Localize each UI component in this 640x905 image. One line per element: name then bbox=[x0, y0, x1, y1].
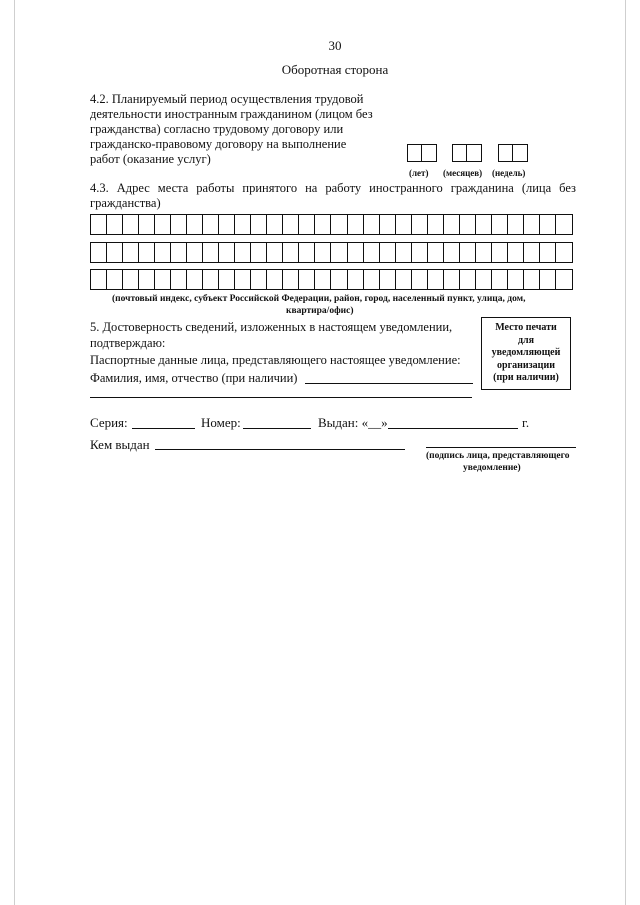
fio-input-line-2[interactable] bbox=[90, 397, 472, 398]
page-subtitle: Оборотная сторона bbox=[281, 62, 389, 77]
section-4-2-line: работ (оказание услуг) bbox=[90, 152, 211, 166]
signature-line[interactable] bbox=[426, 447, 576, 448]
year-suffix: г. bbox=[522, 415, 530, 430]
years-input[interactable] bbox=[407, 144, 437, 162]
issued-label: Выдан: «__» bbox=[318, 415, 388, 430]
passport-label: Паспортные данные лица, представляющего настоящее уведомление: bbox=[90, 353, 461, 367]
stamp-line: организации bbox=[497, 359, 555, 371]
page-number: 30 bbox=[328, 38, 342, 53]
address-row-2[interactable] bbox=[90, 242, 573, 263]
number-input-line[interactable] bbox=[243, 428, 311, 429]
address-hint-line2: квартира/офис) bbox=[286, 306, 354, 316]
fio-input-line[interactable] bbox=[305, 383, 473, 384]
section-4-2-line: деятельности иностранным гражданином (лицом без bbox=[90, 107, 373, 121]
weeks-input[interactable] bbox=[498, 144, 528, 162]
section-4-2-line: 4.2. Планируемый период осуществления трудовой bbox=[90, 92, 364, 106]
fio-label: Фамилия, имя, отчество (при наличии) bbox=[90, 371, 298, 385]
section-4-2-text bbox=[90, 92, 373, 167]
signature-caption-line2: уведомление) bbox=[463, 463, 521, 473]
section-5-line2: подтверждаю: bbox=[90, 336, 166, 350]
series-label: Серия: bbox=[90, 415, 128, 430]
section-5-line1: 5. Достоверность сведений, изложенных в настоящем уведомлении, bbox=[90, 320, 453, 334]
issued-by-input-line[interactable] bbox=[155, 449, 405, 450]
section-4-2-line: гражданско-правовому договору на выполнение bbox=[90, 137, 347, 151]
address-row-3[interactable] bbox=[90, 269, 573, 290]
issued-date-line[interactable] bbox=[388, 428, 518, 429]
section-4-3-line2: гражданства) bbox=[90, 196, 161, 210]
stamp-line: уведомляющей bbox=[491, 347, 561, 358]
section-4-2-line: гражданства) согласно трудовому договору или bbox=[90, 122, 344, 136]
months-input[interactable] bbox=[452, 144, 482, 162]
address-row-1[interactable] bbox=[90, 214, 573, 235]
stamp-box bbox=[481, 317, 571, 390]
years-label: (лет) bbox=[409, 168, 429, 178]
stamp-line: (при наличии) bbox=[493, 372, 559, 383]
stamp-line: для bbox=[517, 334, 535, 346]
stamp-line: Место печати bbox=[495, 322, 557, 333]
section-4-3-line1: 4.3. Адрес места работы принятого на работу иностранного гражданина (лица без bbox=[90, 181, 576, 195]
weeks-label: (недель) bbox=[492, 168, 526, 178]
months-label: (месяцев) bbox=[443, 168, 483, 178]
number-label: Номер: bbox=[201, 415, 241, 430]
issued-by-label: Кем выдан bbox=[90, 437, 150, 452]
address-hint-line1: (почтовый индекс, субъект Российской Федерации, район, город, населенный пункт, улица, дом, bbox=[112, 294, 526, 304]
series-input-line[interactable] bbox=[132, 428, 195, 429]
signature-caption-line1: (подпись лица, представляющего bbox=[426, 451, 570, 461]
